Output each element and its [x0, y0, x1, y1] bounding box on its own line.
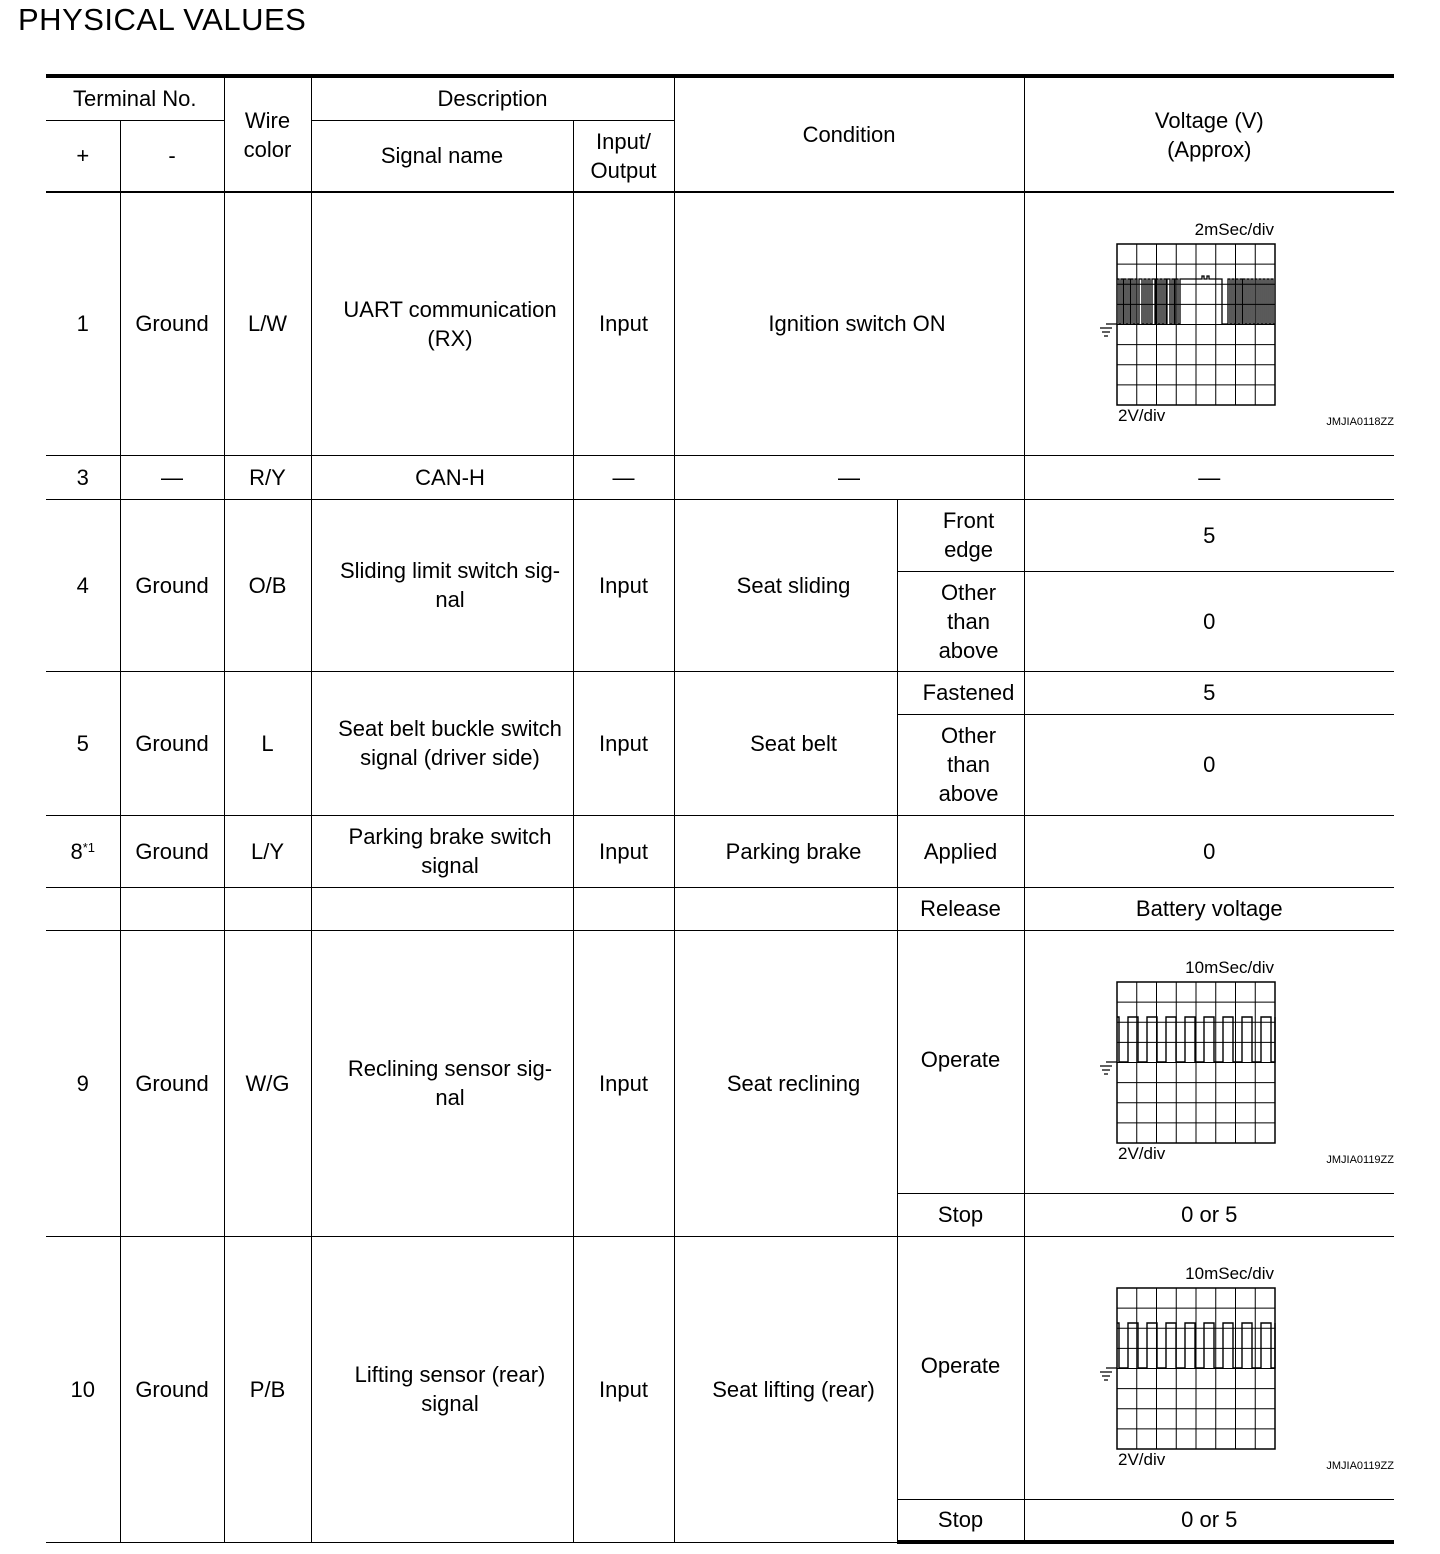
- signal-name-line: nal: [435, 1085, 465, 1110]
- signal-name: [311, 192, 573, 455]
- volt-div-label: 2V/div: [1118, 405, 1166, 425]
- time-div-label: 10mSec/div: [1185, 1263, 1275, 1283]
- footnote-marker: *1: [82, 839, 96, 855]
- voltage-waveform-cell: [1024, 1236, 1394, 1499]
- header-voltage-label: Voltage (V): [1154, 107, 1264, 133]
- condition: Seat reclining: [674, 930, 897, 1236]
- condition: Seat sliding: [674, 499, 897, 671]
- empty-cell: [46, 887, 120, 930]
- sub-condition: [897, 714, 1024, 815]
- figure-code: JMJIA0119ZZ: [1326, 1459, 1395, 1472]
- oscilloscope-waveform-uart: [1044, 219, 1395, 429]
- table-row: [46, 455, 1394, 499]
- terminal-plus: 3: [46, 455, 120, 499]
- sub-condition: Operate: [897, 1236, 1024, 1499]
- empty-cell: [224, 887, 311, 930]
- signal-name-line: (RX): [427, 325, 473, 351]
- signal-name-line: signal: [421, 1391, 479, 1416]
- ground-icon: [1100, 1062, 1117, 1074]
- voltage-value: —: [1024, 455, 1394, 499]
- volt-div-label: 2V/div: [1118, 1143, 1166, 1163]
- sub-condition: Stop: [897, 1193, 1024, 1236]
- table-row: [46, 930, 1394, 1193]
- time-div-label: 2mSec/div: [1194, 219, 1275, 239]
- wire-color: L/Y: [224, 815, 311, 887]
- terminal-plus: [46, 815, 120, 887]
- condition: Seat lifting (rear): [674, 1236, 897, 1542]
- table-row: [46, 1236, 1394, 1499]
- empty-cell: [120, 887, 224, 930]
- sub-condition-line: Other: [941, 579, 997, 605]
- voltage-value: 5: [1024, 499, 1394, 571]
- voltage-value: 0: [1024, 714, 1394, 815]
- sub-condition-line: than: [947, 752, 990, 777]
- figure-code: JMJIA0118ZZ: [1326, 415, 1395, 428]
- sub-condition-line: Front: [942, 508, 995, 533]
- figure-code: JMJIA0119ZZ: [1326, 1153, 1395, 1166]
- signal-name-line: Reclining sensor sig-: [347, 1056, 553, 1081]
- wire-color: L/W: [224, 192, 311, 455]
- empty-cell: [311, 887, 573, 930]
- condition: —: [674, 455, 1024, 499]
- terminal-minus: Ground: [120, 671, 224, 815]
- sub-condition: Fastened: [897, 671, 1024, 714]
- wire-color: O/B: [224, 499, 311, 671]
- sub-condition: Release: [897, 887, 1024, 930]
- oscilloscope-waveform-reclining: [1044, 957, 1395, 1167]
- terminal-minus: Ground: [120, 1236, 224, 1542]
- wire-color: P/B: [224, 1236, 311, 1542]
- sub-condition: Stop: [897, 1499, 1024, 1542]
- condition: Parking brake: [674, 815, 897, 887]
- terminal-minus: Ground: [120, 499, 224, 671]
- header-minus: -: [120, 120, 224, 192]
- terminal-number: 8: [70, 838, 83, 864]
- signal-name: CAN-H: [311, 455, 573, 499]
- condition: Seat belt: [674, 671, 897, 815]
- empty-cell: [674, 887, 897, 930]
- ground-icon: [1100, 1368, 1117, 1380]
- oscilloscope-waveform-lifting: [1044, 1263, 1395, 1473]
- sub-condition-line: Other: [941, 723, 997, 748]
- signal-name: [311, 499, 573, 671]
- voltage-value: 5: [1024, 671, 1394, 714]
- voltage-value: 0: [1024, 815, 1394, 887]
- signal-name: [311, 1236, 573, 1542]
- empty-cell: [573, 887, 674, 930]
- signal-name-line: nal: [435, 587, 465, 612]
- time-div-label: 10mSec/div: [1185, 957, 1275, 977]
- header-approx-label: (Approx): [1167, 136, 1252, 162]
- signal-name-line: signal: [421, 853, 479, 878]
- voltage-value: 0 or 5: [1024, 1193, 1394, 1236]
- header-signal-name: Signal name: [311, 120, 573, 192]
- voltage-waveform-cell: [1024, 192, 1394, 455]
- sub-condition: Applied: [897, 815, 1024, 887]
- input-output: Input: [573, 815, 674, 887]
- ground-icon: [1100, 324, 1117, 336]
- header-wire-label: Wire: [244, 107, 291, 133]
- voltage-value: 0: [1024, 571, 1394, 671]
- signal-name: [311, 930, 573, 1236]
- header-description: Description: [311, 76, 674, 120]
- header-input-output: [573, 120, 674, 192]
- sub-condition-line: above: [938, 781, 999, 806]
- terminal-minus: Ground: [120, 815, 224, 887]
- input-output: Input: [573, 1236, 674, 1542]
- sub-condition: [897, 571, 1024, 671]
- sub-condition: Operate: [897, 930, 1024, 1193]
- header-row-1: [46, 76, 1394, 120]
- wire-color: L: [224, 671, 311, 815]
- signal-name-line: Lifting sensor (rear): [354, 1362, 546, 1387]
- terminal-plus: 5: [46, 671, 120, 815]
- terminal-plus: 1: [46, 192, 120, 455]
- header-voltage: [1024, 76, 1394, 192]
- table-row: [46, 815, 1394, 887]
- terminal-plus: 9: [46, 930, 120, 1236]
- input-output: Input: [573, 930, 674, 1236]
- input-output: Input: [573, 671, 674, 815]
- input-output: Input: [573, 192, 674, 455]
- volt-div-label: 2V/div: [1118, 1449, 1166, 1469]
- header-plus: +: [46, 120, 120, 192]
- signal-name-line: Parking brake switch: [348, 824, 552, 849]
- terminal-minus: Ground: [120, 192, 224, 455]
- sub-condition-line: than: [947, 608, 990, 634]
- signal-name-line: Seat belt buckle switch: [338, 716, 562, 741]
- terminal-minus: Ground: [120, 930, 224, 1236]
- signal-name: [311, 815, 573, 887]
- voltage-value: Battery voltage: [1024, 887, 1394, 930]
- signal-name-line: signal (driver side): [360, 745, 540, 770]
- table-row: [46, 671, 1394, 714]
- terminal-minus: —: [120, 455, 224, 499]
- header-condition: Condition: [674, 76, 1024, 192]
- page-title: PHYSICAL VALUES: [18, 2, 307, 37]
- signal-name: [311, 671, 573, 815]
- sub-condition: [897, 499, 1024, 571]
- header-input-label: Input/: [596, 128, 652, 154]
- table-row: [46, 499, 1394, 571]
- input-output: Input: [573, 499, 674, 671]
- signal-name-line: UART communication: [343, 296, 557, 322]
- voltage-waveform-cell: [1024, 930, 1394, 1193]
- header-color-label: color: [243, 136, 292, 162]
- header-wire-color: [224, 76, 311, 192]
- input-output: —: [573, 455, 674, 499]
- terminal-plus: 10: [46, 1236, 120, 1542]
- sub-condition-line: above: [938, 637, 999, 663]
- table-row: [46, 887, 1394, 930]
- sub-condition-line: edge: [944, 537, 994, 562]
- signal-name-line: Sliding limit switch sig-: [339, 558, 561, 583]
- header-terminal-no: Terminal No.: [46, 76, 224, 120]
- physical-values-table: [46, 74, 1394, 1544]
- condition: Ignition switch ON: [674, 192, 1024, 455]
- header-output-label: Output: [590, 157, 657, 183]
- wire-color: W/G: [224, 930, 311, 1236]
- wire-color: R/Y: [224, 455, 311, 499]
- table-row: [46, 192, 1394, 455]
- terminal-plus: 4: [46, 499, 120, 671]
- voltage-value: 0 or 5: [1024, 1499, 1394, 1542]
